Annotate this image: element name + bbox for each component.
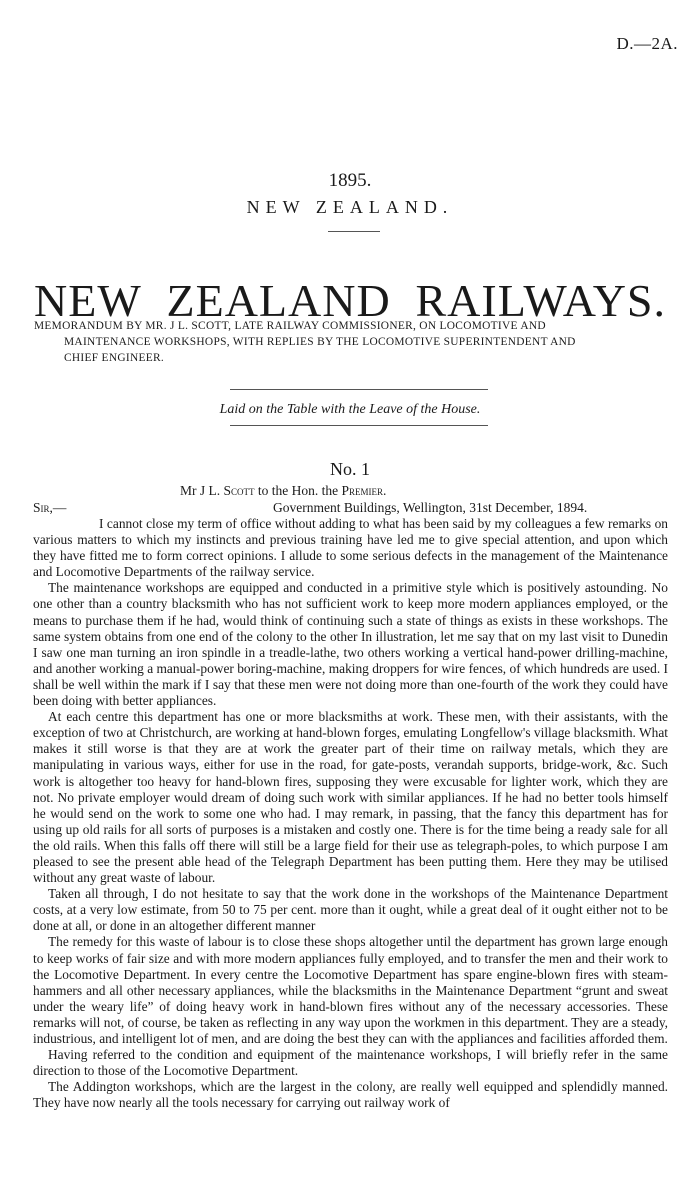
paragraph: I cannot close my term of office without adding to what has been said by my colleagues a few remarks on various matters to which my instincts and previous training have led me to give special attention, and upon which they have fitted me to form correct opinions. I allude to some serious defects in the management of the Maintenance and Locomotive Departments of the railway service. <box>33 516 668 580</box>
divider-below-laid <box>230 425 488 426</box>
document-subtitle <box>34 318 668 366</box>
paragraph: The Addington workshops, which are the largest in the colony, are really well equipped and splendidly manned. They have now nearly all the tools necessary for carrying out railway work of <box>33 1079 668 1111</box>
subtitle-line: CHIEF ENGINEER. <box>64 352 165 364</box>
paragraph: At each centre this department has one or more blacksmiths at work. These men, with their assistants, with the exception of two at Christchurch, are working at hand-blown forges, emulating Longfellow's village blacksmith. What makes it still worse is that they are at work the greater part of their time on railway metals, which they are manipulating in various ways, either for use in the road, for gate-posts, verandah supports, bridge-work, &c. Such work is altogether too heavy for hand-blown fires, supposing they were excusable for lighter work, which they are not. No private employer would dream of doing such work with similar appliances. If he had no better tools himself he would send on the work to some one who had. I may remark, in passing, that the fancy this department has for using up old rails for all sorts of purposes is a mistaken and costly one. There is for the time being a ready sale for all the old rails. When this falls off there will still be a large field for their use as telegraph-poles, to which purpose I am pleased to see the present able head of the Telegraph Department has been putting them. Here they may be utilised without any great waste of labour. <box>33 709 668 886</box>
title-word-2: ZEALAND <box>166 275 391 326</box>
from-name: Scott <box>223 483 255 498</box>
dateline: Government Buildings, Wellington, 31st December, 1894. <box>273 500 588 515</box>
country-heading: NEW ZEALAND. <box>246 197 454 217</box>
short-divider <box>328 231 380 232</box>
paragraph: The remedy for this waste of labour is to close these shops altogether until the department has grown large enough to keep works of fair size and with more modern appliances fully employed, and to transfer the men and their work to the Locomotive Department. In every centre the Locomotive Department has spare engine-blown fires with steam-hammers and all other necessary appliances, while the blacksmiths in the Maintenance Department “grunt and sweat under the weary life” of doing heavy work in hand-blown fires without any of the necessary accessories. These remarks will not, of course, be taken as reflecting in any way upon the workmen in this department. They are a steady, industrious, and intelligent lot of men, and are doing the best they can with the appliances and facilities afforded them. <box>33 934 668 1046</box>
year-heading: 1895. <box>328 170 372 191</box>
paragraph: Taken all through, I do not hesitate to say that the work done in the workshops of the Maintenance Department costs, at a very low estimate, from 50 to 75 per cent. more than it ought, while a great deal of it ought either not to be done at all, or done in an altogether different manner <box>33 886 668 934</box>
letter-addressing <box>180 483 680 499</box>
salutation: Sir,— <box>33 500 67 515</box>
subtitle-line: MAINTENANCE WORKSHOPS, WITH REPLIES BY THE LOCOMOTIVE SUPERINTENDENT AND <box>64 336 576 348</box>
title-word-3: RAILWAYS. <box>415 275 666 326</box>
letter-number: No. 1 <box>330 459 370 479</box>
paragraph: The maintenance workshops are equipped and conducted in a primitive style which is positively astounding. No one other than a country blacksmith who has not sufficient work to keep more modern appliances employed, or the means to purchase them if he had, would think of continuing such a state of things as exists in these workshops. The same system obtains from one end of the colony to the other In illustration, let me say that on my last visit to Dunedin I saw one man turning an iron spindle in a treadle-lathe, two others working a vertical hand-power drilling-machine, and another working a manual-power boring-machine, making droppers for wire fences, of which hundreds are used. I shall be well within the mark if I say that these men were not doing more than one-fourth of the work they could have been doing with better appliances. <box>33 580 668 709</box>
paragraph: Having referred to the condition and equipment of the maintenance workshops, I will briefly refer in the same direction to those of the Locomotive Department. <box>33 1047 668 1079</box>
subtitle-line: MEMORANDUM BY MR. J L. SCOTT, LATE RAILWAY COMMISSIONER, ON LOCOMOTIVE AND <box>34 320 546 332</box>
title-word-1: NEW <box>34 275 142 326</box>
from-prefix: Mr J L. <box>180 483 224 498</box>
letter-body <box>33 516 668 1111</box>
page-reference: D.—2A. <box>616 34 678 53</box>
recipient-title: Premier. <box>341 483 387 498</box>
from-mid: to the Hon. the <box>254 483 342 498</box>
divider-above-laid <box>230 389 488 390</box>
laid-on-table-note: Laid on the Table with the Leave of the House. <box>219 402 481 417</box>
